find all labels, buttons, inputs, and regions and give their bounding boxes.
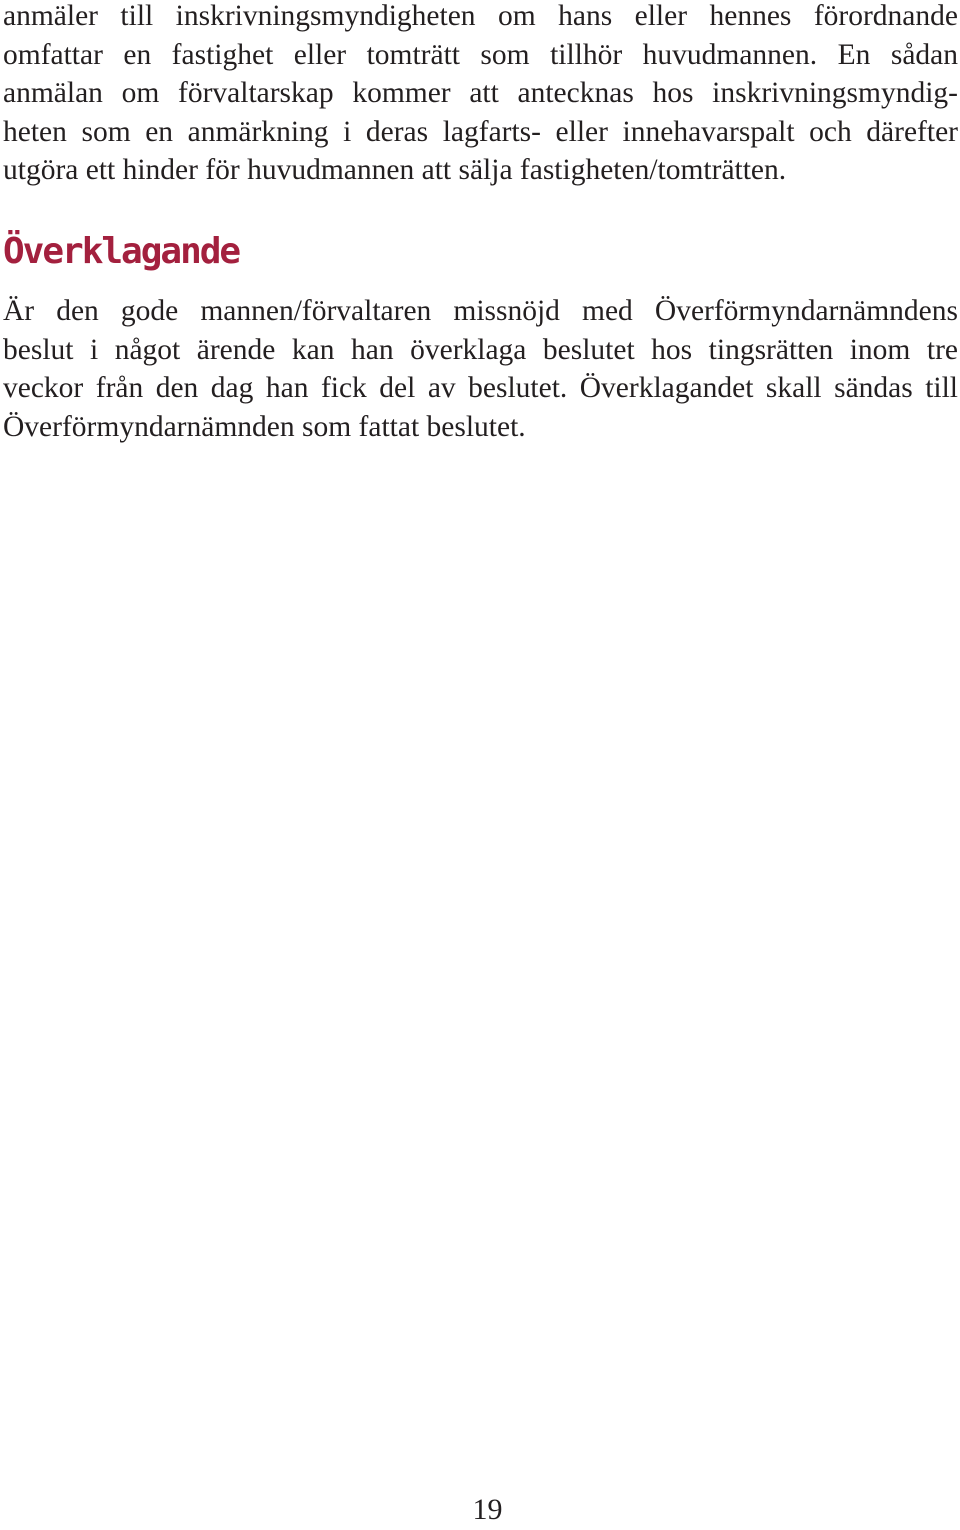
paragraph-line: utgöra ett hinder för huvudmannen att sälja fastigheten/tomträtten. xyxy=(3,154,787,186)
paragraph-line: heten som en anmärkning i deras lagfarts- eller innehavarspalt och därefter xyxy=(3,115,958,148)
page-number: 19 xyxy=(472,1493,503,1526)
paragraph-line: anmäler till inskrivningsmyndigheten om hans eller hennes förordnande xyxy=(3,0,958,32)
body-paragraph-guardianship-notice xyxy=(3,0,958,190)
paragraph-line: Överförmyndarnämnden som fattat beslutet. xyxy=(3,410,526,443)
paragraph-line: beslut i något ärende kan han överklaga beslutet hos tingsrätten inom tre xyxy=(3,333,958,366)
section-heading-overklagande: Överklagande xyxy=(3,231,240,272)
paragraph-line: omfattar en fastighet eller tomträtt som tillhör huvudmannen. En sådan xyxy=(3,38,958,71)
body-paragraph-appeal xyxy=(3,292,958,446)
paragraph-line: anmälan om förvaltarskap kommer att antecknas hos inskrivningsmyndig- xyxy=(3,77,958,109)
paragraph-line: veckor från den dag han fick del av beslutet. Överklagandet skall sändas till xyxy=(3,372,958,404)
paragraph-line: Är den gode mannen/förvaltaren missnöjd med Överförmyndarnämndens xyxy=(3,295,958,327)
